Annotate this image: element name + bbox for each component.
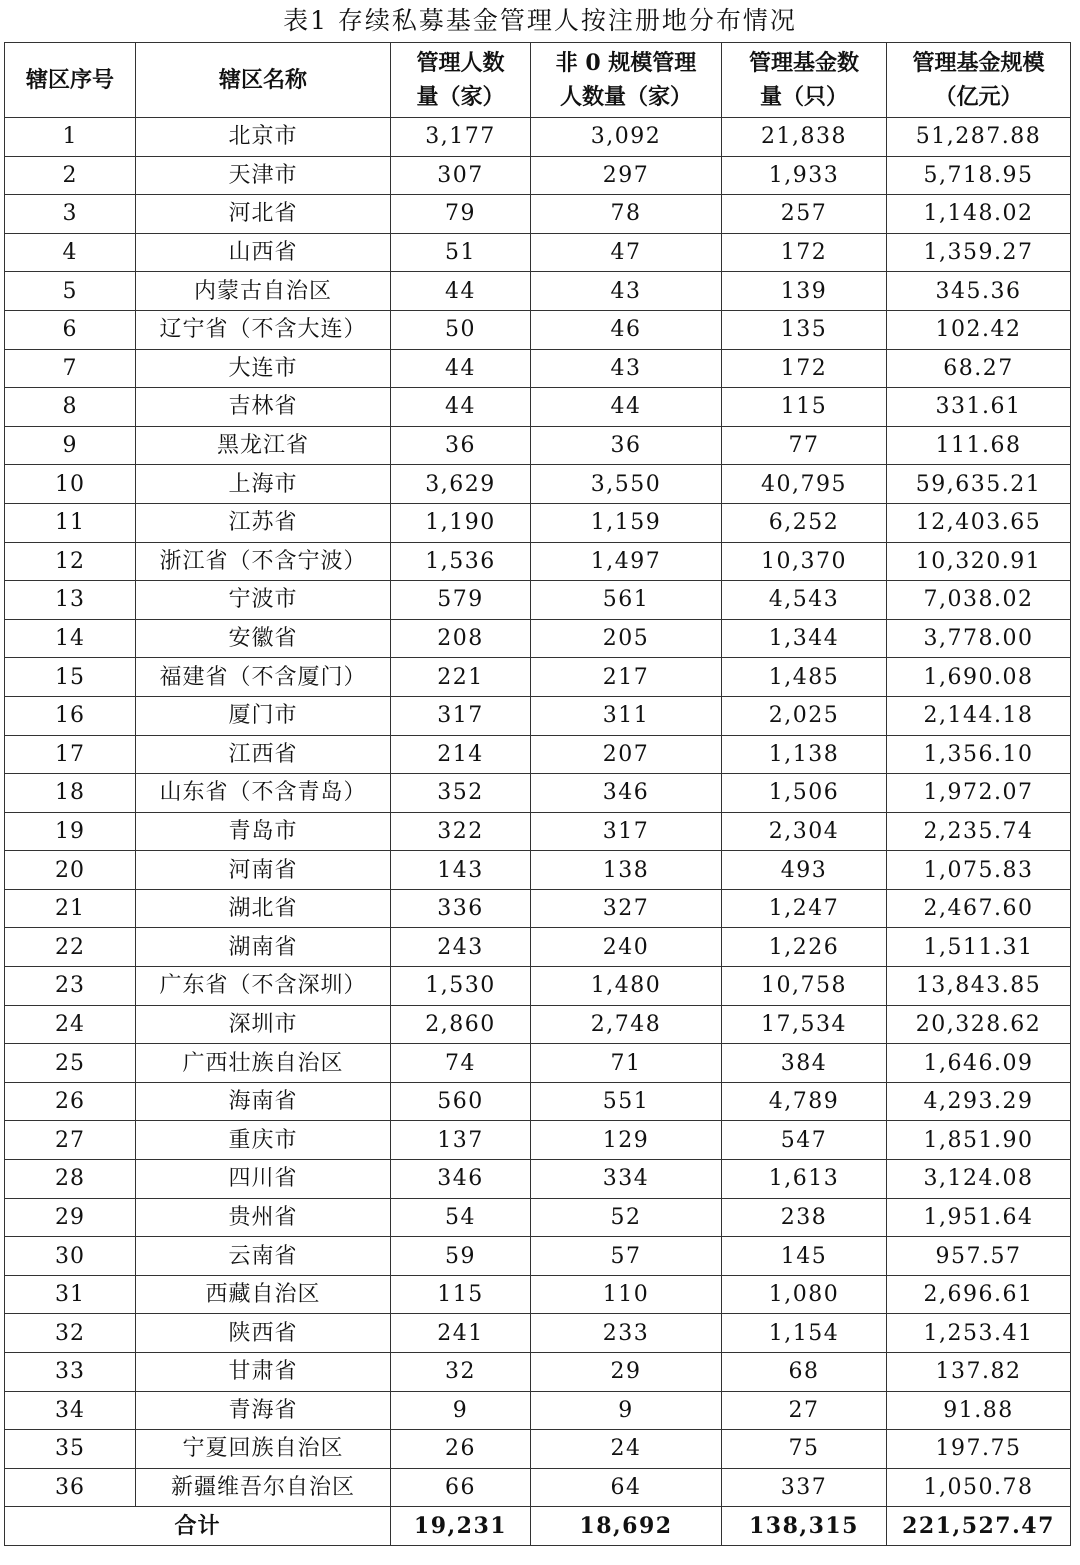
cell-scale: 68.27 xyxy=(887,349,1071,388)
cell-scale: 1,050.78 xyxy=(887,1468,1071,1507)
table-row xyxy=(5,1314,1071,1353)
cell-managers: 214 xyxy=(391,735,531,774)
table-row xyxy=(5,310,1071,349)
header-scale-line1: 管理基金规模 xyxy=(912,50,1045,76)
table-row xyxy=(5,118,1071,157)
cell-no: 30 xyxy=(5,1237,136,1276)
cell-name: 湖北省 xyxy=(136,889,391,928)
cell-scale: 345.36 xyxy=(887,272,1071,311)
header-nonzero xyxy=(531,43,722,118)
cell-no: 20 xyxy=(5,851,136,890)
cell-managers: 2,860 xyxy=(391,1005,531,1044)
cell-nonzero: 1,159 xyxy=(531,503,722,542)
cell-scale: 59,635.21 xyxy=(887,465,1071,504)
cell-managers: 1,536 xyxy=(391,542,531,581)
cell-scale: 957.57 xyxy=(887,1237,1071,1276)
cell-nonzero: 44 xyxy=(531,388,722,427)
total-scale: 221,527.47 xyxy=(887,1507,1071,1546)
cell-nonzero: 43 xyxy=(531,272,722,311)
cell-scale: 2,696.61 xyxy=(887,1275,1071,1314)
cell-no: 27 xyxy=(5,1121,136,1160)
cell-no: 1 xyxy=(5,118,136,157)
cell-nonzero: 24 xyxy=(531,1430,722,1469)
cell-managers: 66 xyxy=(391,1468,531,1507)
cell-funds: 1,613 xyxy=(722,1160,887,1199)
cell-name: 黑龙江省 xyxy=(136,426,391,465)
cell-scale: 2,467.60 xyxy=(887,889,1071,928)
cell-scale: 1,253.41 xyxy=(887,1314,1071,1353)
cell-funds: 75 xyxy=(722,1430,887,1469)
cell-nonzero: 3,550 xyxy=(531,465,722,504)
table-row xyxy=(5,1468,1071,1507)
cell-name: 湖南省 xyxy=(136,928,391,967)
cell-funds: 493 xyxy=(722,851,887,890)
cell-funds: 1,080 xyxy=(722,1275,887,1314)
cell-name: 辽宁省（不含大连） xyxy=(136,310,391,349)
cell-no: 2 xyxy=(5,156,136,195)
cell-nonzero: 346 xyxy=(531,774,722,813)
table-row xyxy=(5,272,1071,311)
cell-scale: 1,359.27 xyxy=(887,233,1071,272)
header-nonzero-line1: 非 0 规模管理 xyxy=(555,50,697,76)
cell-funds: 172 xyxy=(722,349,887,388)
cell-managers: 336 xyxy=(391,889,531,928)
cell-managers: 346 xyxy=(391,1160,531,1199)
cell-managers: 9 xyxy=(391,1391,531,1430)
cell-name: 宁夏回族自治区 xyxy=(136,1430,391,1469)
cell-funds: 2,304 xyxy=(722,812,887,851)
cell-no: 4 xyxy=(5,233,136,272)
cell-name: 安徽省 xyxy=(136,619,391,658)
table-row xyxy=(5,1353,1071,1392)
table-row xyxy=(5,503,1071,542)
cell-nonzero: 29 xyxy=(531,1353,722,1392)
cell-nonzero: 110 xyxy=(531,1275,722,1314)
cell-name: 贵州省 xyxy=(136,1198,391,1237)
cell-no: 11 xyxy=(5,503,136,542)
cell-scale: 1,511.31 xyxy=(887,928,1071,967)
cell-funds: 77 xyxy=(722,426,887,465)
cell-managers: 307 xyxy=(391,156,531,195)
cell-name: 江苏省 xyxy=(136,503,391,542)
cell-managers: 74 xyxy=(391,1044,531,1083)
cell-no: 14 xyxy=(5,619,136,658)
table-row xyxy=(5,1082,1071,1121)
cell-nonzero: 297 xyxy=(531,156,722,195)
cell-managers: 50 xyxy=(391,310,531,349)
cell-funds: 21,838 xyxy=(722,118,887,157)
cell-no: 3 xyxy=(5,195,136,234)
cell-nonzero: 205 xyxy=(531,619,722,658)
cell-funds: 68 xyxy=(722,1353,887,1392)
header-managers-line1: 管理人数 xyxy=(416,50,505,76)
cell-name: 海南省 xyxy=(136,1082,391,1121)
header-managers-line2: 量（家） xyxy=(416,84,505,110)
cell-nonzero: 3,092 xyxy=(531,118,722,157)
cell-name: 青岛市 xyxy=(136,812,391,851)
cell-scale: 102.42 xyxy=(887,310,1071,349)
cell-managers: 44 xyxy=(391,349,531,388)
cell-nonzero: 9 xyxy=(531,1391,722,1430)
cell-funds: 27 xyxy=(722,1391,887,1430)
cell-funds: 10,758 xyxy=(722,967,887,1006)
cell-name: 大连市 xyxy=(136,349,391,388)
cell-name: 江西省 xyxy=(136,735,391,774)
cell-funds: 139 xyxy=(722,272,887,311)
table-row xyxy=(5,658,1071,697)
cell-nonzero: 240 xyxy=(531,928,722,967)
header-nonzero-line2: 人数量（家） xyxy=(559,84,692,110)
cell-managers: 44 xyxy=(391,272,531,311)
cell-no: 23 xyxy=(5,967,136,1006)
header-no: 辖区序号 xyxy=(5,43,136,118)
cell-nonzero: 2,748 xyxy=(531,1005,722,1044)
cell-funds: 1,485 xyxy=(722,658,887,697)
cell-managers: 36 xyxy=(391,426,531,465)
cell-managers: 143 xyxy=(391,851,531,890)
cell-funds: 1,344 xyxy=(722,619,887,658)
cell-scale: 13,843.85 xyxy=(887,967,1071,1006)
cell-nonzero: 57 xyxy=(531,1237,722,1276)
cell-managers: 59 xyxy=(391,1237,531,1276)
table-row xyxy=(5,426,1071,465)
cell-funds: 135 xyxy=(722,310,887,349)
table-row xyxy=(5,388,1071,427)
cell-no: 12 xyxy=(5,542,136,581)
cell-name: 宁波市 xyxy=(136,581,391,620)
cell-scale: 10,320.91 xyxy=(887,542,1071,581)
table-row xyxy=(5,1430,1071,1469)
cell-funds: 1,154 xyxy=(722,1314,887,1353)
cell-funds: 172 xyxy=(722,233,887,272)
cell-name: 西藏自治区 xyxy=(136,1275,391,1314)
cell-managers: 579 xyxy=(391,581,531,620)
table-row xyxy=(5,928,1071,967)
table-row xyxy=(5,542,1071,581)
cell-managers: 1,530 xyxy=(391,967,531,1006)
header-funds-line2: 量（只） xyxy=(759,84,848,110)
header-scale xyxy=(887,43,1071,118)
cell-funds: 1,506 xyxy=(722,774,887,813)
cell-nonzero: 78 xyxy=(531,195,722,234)
cell-managers: 79 xyxy=(391,195,531,234)
cell-name: 福建省（不含厦门） xyxy=(136,658,391,697)
cell-no: 10 xyxy=(5,465,136,504)
cell-nonzero: 1,480 xyxy=(531,967,722,1006)
cell-scale: 4,293.29 xyxy=(887,1082,1071,1121)
cell-funds: 1,226 xyxy=(722,928,887,967)
cell-nonzero: 47 xyxy=(531,233,722,272)
cell-scale: 1,148.02 xyxy=(887,195,1071,234)
table-row xyxy=(5,1160,1071,1199)
header-funds-line1: 管理基金数 xyxy=(748,50,859,76)
cell-scale: 197.75 xyxy=(887,1430,1071,1469)
cell-name: 云南省 xyxy=(136,1237,391,1276)
table-row xyxy=(5,1198,1071,1237)
cell-name: 广西壮族自治区 xyxy=(136,1044,391,1083)
cell-funds: 6,252 xyxy=(722,503,887,542)
table-row xyxy=(5,1275,1071,1314)
cell-no: 34 xyxy=(5,1391,136,1430)
distribution-table xyxy=(4,42,1071,1546)
cell-managers: 26 xyxy=(391,1430,531,1469)
cell-scale: 20,328.62 xyxy=(887,1005,1071,1044)
cell-scale: 1,646.09 xyxy=(887,1044,1071,1083)
total-funds: 138,315 xyxy=(722,1507,887,1546)
cell-name: 厦门市 xyxy=(136,696,391,735)
cell-scale: 3,124.08 xyxy=(887,1160,1071,1199)
table-row xyxy=(5,619,1071,658)
cell-name: 山西省 xyxy=(136,233,391,272)
cell-funds: 384 xyxy=(722,1044,887,1083)
cell-scale: 51,287.88 xyxy=(887,118,1071,157)
cell-managers: 352 xyxy=(391,774,531,813)
cell-managers: 32 xyxy=(391,1353,531,1392)
cell-no: 15 xyxy=(5,658,136,697)
cell-funds: 4,543 xyxy=(722,581,887,620)
table-row xyxy=(5,1237,1071,1276)
cell-managers: 137 xyxy=(391,1121,531,1160)
cell-nonzero: 64 xyxy=(531,1468,722,1507)
cell-no: 21 xyxy=(5,889,136,928)
cell-nonzero: 1,497 xyxy=(531,542,722,581)
cell-scale: 1,356.10 xyxy=(887,735,1071,774)
cell-name: 重庆市 xyxy=(136,1121,391,1160)
cell-scale: 1,972.07 xyxy=(887,774,1071,813)
table-row xyxy=(5,696,1071,735)
cell-scale: 12,403.65 xyxy=(887,503,1071,542)
cell-nonzero: 217 xyxy=(531,658,722,697)
cell-managers: 208 xyxy=(391,619,531,658)
cell-scale: 2,235.74 xyxy=(887,812,1071,851)
cell-funds: 115 xyxy=(722,388,887,427)
cell-managers: 3,177 xyxy=(391,118,531,157)
table-row xyxy=(5,1391,1071,1430)
cell-managers: 317 xyxy=(391,696,531,735)
cell-funds: 1,138 xyxy=(722,735,887,774)
cell-name: 河南省 xyxy=(136,851,391,890)
cell-scale: 91.88 xyxy=(887,1391,1071,1430)
cell-scale: 1,851.90 xyxy=(887,1121,1071,1160)
header-scale-line2: （亿元） xyxy=(934,84,1023,110)
table-row xyxy=(5,735,1071,774)
cell-funds: 337 xyxy=(722,1468,887,1507)
cell-no: 22 xyxy=(5,928,136,967)
cell-no: 13 xyxy=(5,581,136,620)
header-row xyxy=(5,43,1071,118)
cell-nonzero: 46 xyxy=(531,310,722,349)
cell-no: 31 xyxy=(5,1275,136,1314)
total-nonzero: 18,692 xyxy=(531,1507,722,1546)
cell-scale: 111.68 xyxy=(887,426,1071,465)
cell-scale: 3,778.00 xyxy=(887,619,1071,658)
total-managers: 19,231 xyxy=(391,1507,531,1546)
table-row xyxy=(5,1121,1071,1160)
table-row xyxy=(5,1005,1071,1044)
cell-nonzero: 317 xyxy=(531,812,722,851)
cell-managers: 44 xyxy=(391,388,531,427)
cell-nonzero: 71 xyxy=(531,1044,722,1083)
cell-no: 8 xyxy=(5,388,136,427)
cell-funds: 40,795 xyxy=(722,465,887,504)
cell-name: 北京市 xyxy=(136,118,391,157)
cell-no: 7 xyxy=(5,349,136,388)
cell-nonzero: 43 xyxy=(531,349,722,388)
cell-name: 山东省（不含青岛） xyxy=(136,774,391,813)
cell-managers: 221 xyxy=(391,658,531,697)
cell-scale: 1,951.64 xyxy=(887,1198,1071,1237)
table-title: 表1 存续私募基金管理人按注册地分布情况 xyxy=(283,6,797,35)
table-row xyxy=(5,889,1071,928)
cell-nonzero: 36 xyxy=(531,426,722,465)
cell-scale: 1,690.08 xyxy=(887,658,1071,697)
cell-managers: 3,629 xyxy=(391,465,531,504)
cell-no: 19 xyxy=(5,812,136,851)
table-row xyxy=(5,774,1071,813)
header-funds xyxy=(722,43,887,118)
cell-managers: 243 xyxy=(391,928,531,967)
cell-scale: 7,038.02 xyxy=(887,581,1071,620)
cell-scale: 5,718.95 xyxy=(887,156,1071,195)
cell-name: 天津市 xyxy=(136,156,391,195)
table-row xyxy=(5,465,1071,504)
cell-name: 上海市 xyxy=(136,465,391,504)
cell-funds: 145 xyxy=(722,1237,887,1276)
table-row xyxy=(5,349,1071,388)
table-header xyxy=(5,43,1071,118)
cell-no: 29 xyxy=(5,1198,136,1237)
cell-name: 广东省（不含深圳） xyxy=(136,967,391,1006)
cell-nonzero: 233 xyxy=(531,1314,722,1353)
cell-funds: 547 xyxy=(722,1121,887,1160)
cell-managers: 115 xyxy=(391,1275,531,1314)
cell-no: 28 xyxy=(5,1160,136,1199)
cell-managers: 51 xyxy=(391,233,531,272)
cell-nonzero: 138 xyxy=(531,851,722,890)
cell-name: 四川省 xyxy=(136,1160,391,1199)
cell-funds: 238 xyxy=(722,1198,887,1237)
table-row xyxy=(5,812,1071,851)
cell-funds: 17,534 xyxy=(722,1005,887,1044)
cell-name: 青海省 xyxy=(136,1391,391,1430)
cell-nonzero: 327 xyxy=(531,889,722,928)
cell-name: 内蒙古自治区 xyxy=(136,272,391,311)
cell-nonzero: 207 xyxy=(531,735,722,774)
cell-no: 18 xyxy=(5,774,136,813)
cell-name: 新疆维吾尔自治区 xyxy=(136,1468,391,1507)
cell-no: 33 xyxy=(5,1353,136,1392)
cell-name: 吉林省 xyxy=(136,388,391,427)
cell-funds: 257 xyxy=(722,195,887,234)
cell-name: 甘肃省 xyxy=(136,1353,391,1392)
cell-name: 浙江省（不含宁波） xyxy=(136,542,391,581)
cell-scale: 2,144.18 xyxy=(887,696,1071,735)
header-name: 辖区名称 xyxy=(136,43,391,118)
cell-scale: 137.82 xyxy=(887,1353,1071,1392)
table-row xyxy=(5,233,1071,272)
cell-nonzero: 311 xyxy=(531,696,722,735)
cell-nonzero: 561 xyxy=(531,581,722,620)
total-label: 合计 xyxy=(5,1507,391,1546)
cell-managers: 54 xyxy=(391,1198,531,1237)
cell-name: 陕西省 xyxy=(136,1314,391,1353)
header-managers xyxy=(391,43,531,118)
cell-no: 36 xyxy=(5,1468,136,1507)
cell-nonzero: 129 xyxy=(531,1121,722,1160)
cell-scale: 331.61 xyxy=(887,388,1071,427)
cell-no: 5 xyxy=(5,272,136,311)
table-row xyxy=(5,967,1071,1006)
total-row xyxy=(5,1507,1071,1546)
cell-managers: 322 xyxy=(391,812,531,851)
table-row xyxy=(5,156,1071,195)
cell-no: 35 xyxy=(5,1430,136,1469)
table-row xyxy=(5,1044,1071,1083)
cell-managers: 241 xyxy=(391,1314,531,1353)
cell-nonzero: 551 xyxy=(531,1082,722,1121)
cell-funds: 1,933 xyxy=(722,156,887,195)
cell-managers: 1,190 xyxy=(391,503,531,542)
cell-no: 24 xyxy=(5,1005,136,1044)
table-body xyxy=(5,118,1071,1507)
cell-no: 32 xyxy=(5,1314,136,1353)
cell-name: 深圳市 xyxy=(136,1005,391,1044)
table-footer xyxy=(5,1507,1071,1546)
cell-funds: 2,025 xyxy=(722,696,887,735)
cell-nonzero: 334 xyxy=(531,1160,722,1199)
cell-no: 25 xyxy=(5,1044,136,1083)
cell-funds: 10,370 xyxy=(722,542,887,581)
cell-funds: 1,247 xyxy=(722,889,887,928)
table-row xyxy=(5,851,1071,890)
table-row xyxy=(5,581,1071,620)
cell-no: 6 xyxy=(5,310,136,349)
cell-nonzero: 52 xyxy=(531,1198,722,1237)
cell-scale: 1,075.83 xyxy=(887,851,1071,890)
cell-funds: 4,789 xyxy=(722,1082,887,1121)
cell-no: 9 xyxy=(5,426,136,465)
cell-no: 17 xyxy=(5,735,136,774)
cell-no: 16 xyxy=(5,696,136,735)
cell-no: 26 xyxy=(5,1082,136,1121)
cell-managers: 560 xyxy=(391,1082,531,1121)
table-row xyxy=(5,195,1071,234)
cell-name: 河北省 xyxy=(136,195,391,234)
